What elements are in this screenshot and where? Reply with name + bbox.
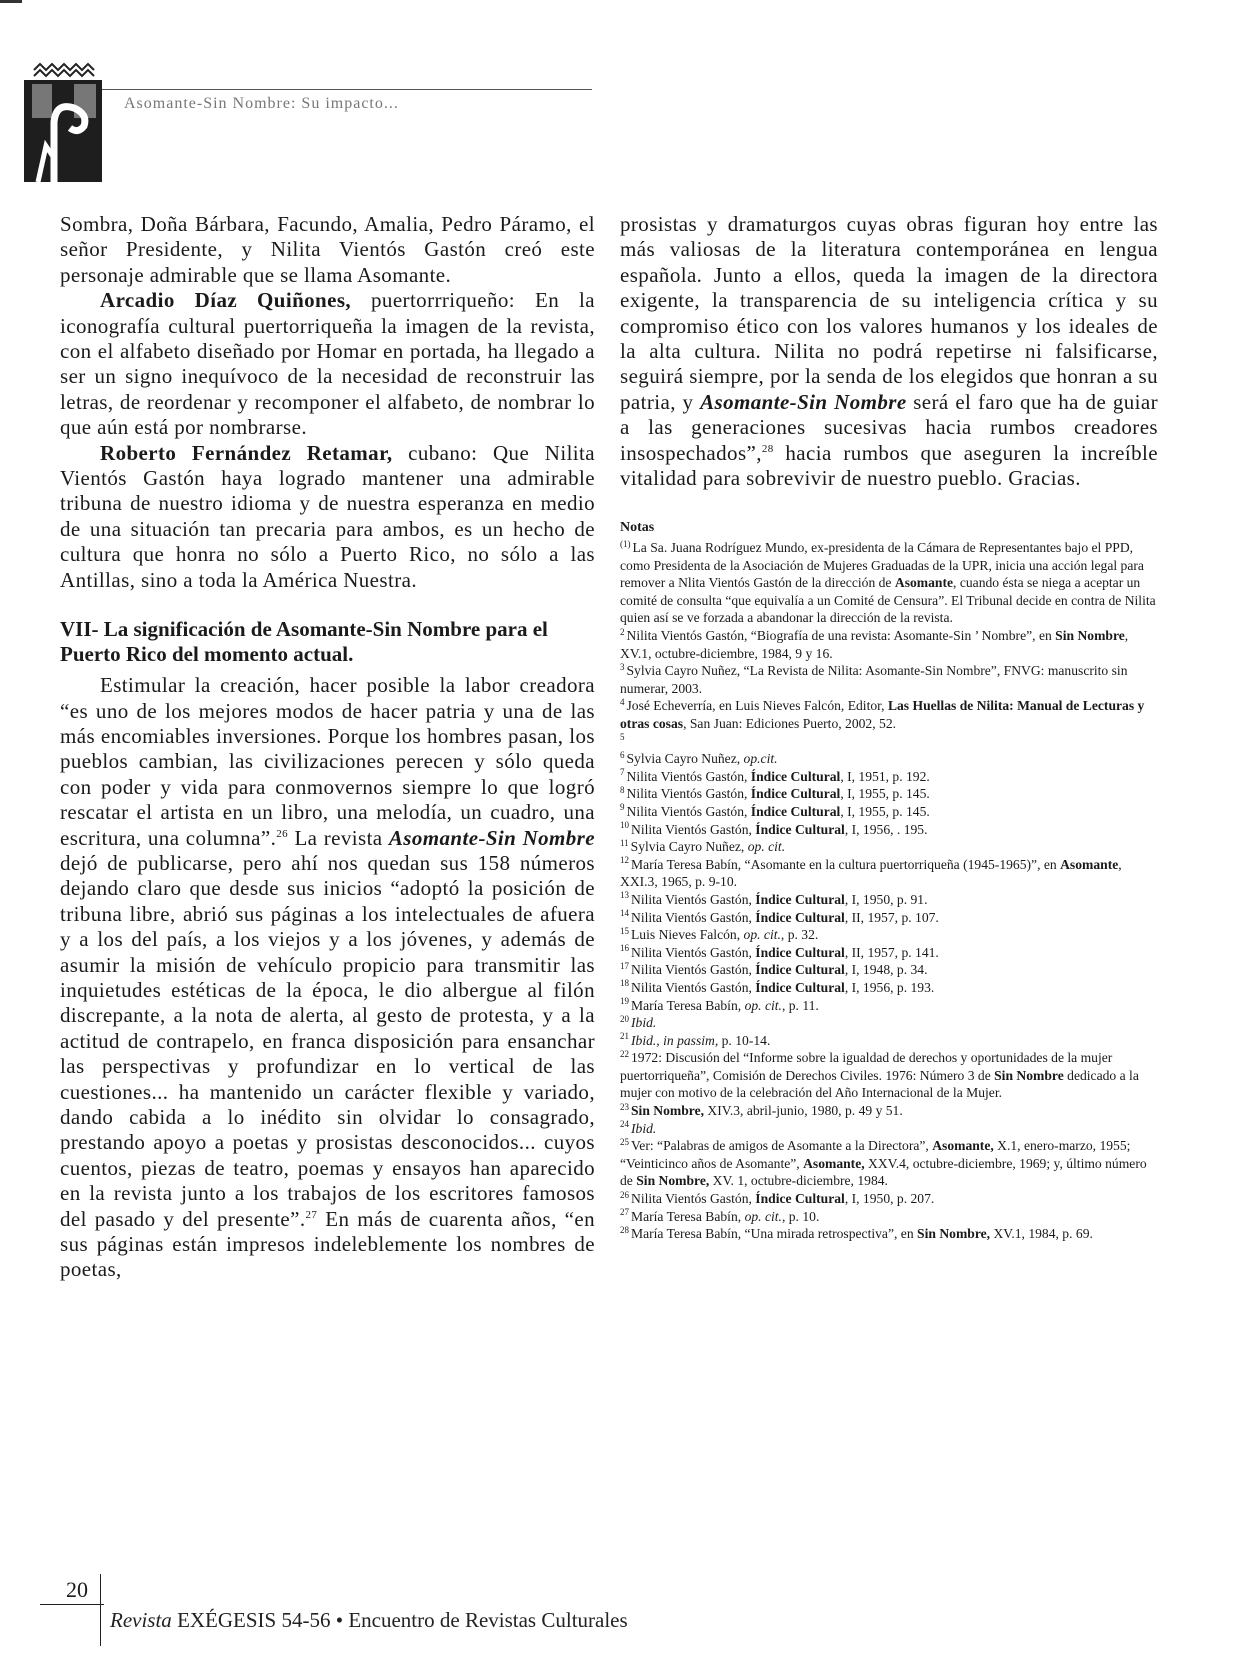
footer-rule: [40, 1604, 104, 1605]
footnote: $^6$ Sylvia Cayro Nuñez, op.cit.: [620, 749, 778, 767]
footnote: $^{14}$ Nilita Vientós Gastón, Índice Cultural, II, 1957, p. 107.: [620, 908, 939, 925]
footnote: $^{24}$ Ibid.: [620, 1119, 657, 1136]
footnote: $^{15}$ Luis Nieves Falcón, op. cit., p. 32.: [620, 925, 819, 943]
paragraph: Roberto Fernández Retamar, cubano: Que Nilita Vientós Gastón haya logrado mantener una admirable tribuna de nuestro idioma y de nuestra esperanza en medio de una situación tan precaria para ambos, es un hecho de cultura que honra no sólo a Puerto Rico, no sólo a las Antillas, sino a toda la América Nuestra.: [60, 440, 595, 592]
left-column: [60, 212, 595, 1283]
footnote: $^8$ Nilita Vientós Gastón, Índice Cultural, I, 1955, p. 145.: [620, 784, 930, 802]
footnote: $^{22}$ 1972: Discusión del “Informe sobre la igualdad de derechos y oportunidades de la mujer puertorriqueña”, Comisión de Derechos Civiles. 1976: Número 3 de Sin Nombre dedicado a la mujer con motivo de la celebración del Año Internacional de la Mujer.: [620, 1048, 1139, 1101]
footnote: $^{13}$ Nilita Vientós Gastón, Índice Cultural, I, 1950, p. 91.: [620, 890, 928, 907]
footnote: $^3$ Sylvia Cayro Nuñez, “La Revista de Nilita: Asomante-Sin Nombre”, FNVG: manuscrito sin numerar, 2003.: [620, 661, 1128, 696]
footnote: $^{18}$ Nilita Vientós Gastón, Índice Cultural, I, 1956, p. 193.: [620, 978, 935, 995]
footnote: $^{10}$ Nilita Vientós Gastón, Índice Cultural, I, 1956, . 195.: [620, 820, 928, 837]
footnote: $^{26}$ Nilita Vientós Gastón, Índice Cultural, I, 1950, p. 207.: [620, 1189, 935, 1207]
closing-text: [620, 212, 1158, 491]
journal-title: Asomante-Sin Nombre: [700, 389, 907, 414]
paragraph: prosistas y dramaturgos cuyas obras figuran hoy entre las más valiosas de la literatura contemporánea en lengua española. Junto a ellos, queda la imagen de la directora exigente, la transparencia de su inteligencia crítica y su compromiso ético con los valores humanos y los ideales de la alta cultura. Nilita no podrá repetirse ni falsificarse, seguirá siempre, por la senda de los elegidos que honran a su patria, y Asomante-Sin Nombre será el faro que ha de guiar a las generaciones sucesivas hacia rumbos creadores insospechados”,$^{28}$ hacia rumbos que aseguren la increíble vitalidad para sobrevivir de nuestro pueblo. Gracias.: [620, 212, 1158, 491]
paragraph: Sombra, Doña Bárbara, Facundo, Amalia, Pedro Páramo, el señor Presidente, y Nilita Vientós Gastón creó este personaje admirable que se llama Asomante.: [60, 212, 595, 287]
footnote: $^{28}$ María Teresa Babín, “Una mirada retrospectiva”, en Sin Nombre, XV.1, 1984, p. 69.: [620, 1224, 1093, 1242]
notes-section: [620, 519, 1158, 1242]
footnote: $^{21}$ Ibid., in passim, p. 10-14.: [620, 1031, 771, 1048]
footnote: $^{11}$ Sylvia Cayro Nuñez, op. cit.: [620, 837, 786, 855]
notes-title: Notas: [620, 520, 655, 536]
footnote: $^{20}$ Ibid.: [620, 1013, 657, 1031]
right-column: [620, 212, 1158, 1243]
footnote: $^7$ Nilita Vientós Gastón, Índice Cultural, I, 1951, p. 192.: [620, 767, 930, 784]
page-number: 20: [66, 1577, 88, 1602]
scan-mark: [0, 0, 22, 3]
footnote: $^{25}$ Ver: “Palabras de amigos de Asomante a la Directora”, Asomante, X.1, enero-marzo, 1955; “Veinticinco años de Asomante”, Asomante, XXV.4, octubre-diciembre, 1969; y, último número de Sin Nombre, XV. 1, octubre-diciembre, 1984.: [620, 1136, 1147, 1189]
running-head: Asomante-Sin Nombre: Su impacto...: [124, 95, 399, 112]
footnote: $^{27}$ María Teresa Babín, op. cit., p. 10.: [620, 1207, 820, 1224]
footnote: 5: [620, 732, 625, 743]
footnote: $^{12}$ María Teresa Babín, “Asomante en la cultura puertorriqueña (1945-1965)”, en Asomante, XXI.3, 1965, p. 9-10.: [620, 855, 1122, 890]
footnote: $^4$ José Echeverría, en Luis Nieves Falcón, Editor, Las Huellas de Nilita: Manual de Lecturas y otras cosas, San Juan: Ediciones Puerto, 2002, 52.: [620, 696, 1145, 731]
person-name: Roberto Fernández Retamar,: [100, 440, 393, 465]
journal-logo-icon: [24, 62, 102, 182]
footnote-ref: 28: [761, 442, 774, 455]
footnote: $^{16}$ Nilita Vientós Gastón, Índice Cultural, II, 1957, p. 141.: [620, 943, 939, 960]
paragraph: Arcadio Díaz Quiñones, puertorrriqueño: En la iconografía cultural puertorriqueña la imagen de la revista, con el alfabeto diseñado por Homar en portada, ha llegado a ser un signo inequívoco de la necesidad de reconstruir las letras, de reordenar y recomponer el alfabeto, de nombrar lo que aún está por nombrarse.: [60, 288, 595, 440]
footer-rule-vertical: [100, 1574, 101, 1646]
footnote: $^2$ Nilita Vientós Gastón, “Biografía de una revista: Asomante-Sin ’ Nombre”, en Sin Nombre, XV.1, octubre-diciembre, 1984, 9 y 16.: [620, 626, 1129, 661]
notes-list: [620, 539, 1158, 1243]
journal-title: Asomante-Sin Nombre: [388, 825, 595, 850]
footer-journal: Revista EXÉGESIS 54-56 • Encuentro de Revistas Culturales: [110, 1608, 628, 1632]
person-name: Arcadio Díaz Quiñones,: [100, 288, 352, 313]
footnote: $^{19}$ María Teresa Babín, op. cit., p. 11.: [620, 995, 819, 1013]
footnote-ref: 26: [276, 827, 289, 840]
section-heading: VII- La significación de Asomante-Sin Nombre para el Puerto Rico del momento actual.: [60, 617, 548, 667]
footnote: $^9$ Nilita Vientós Gastón, Índice Cultural, I, 1955, p. 145.: [620, 802, 930, 819]
header-rule: [102, 89, 592, 90]
footnote-ref: 27: [305, 1208, 318, 1221]
footnote: $^{23}$ Sin Nombre, XIV.3, abril-junio, 1980, p. 49 y 51.: [620, 1101, 903, 1119]
footnote: $^{(1)}$ La Sa. Juana Rodríguez Mundo, ex-presidenta de la Cámara de Representantes bajo el PPD, como Presidenta de la Asociación de Mujeres Graduadas de la UPR, inicia una acción legal para remover a Nlita Vientós Gastón de la dirección de Asomante, cuando ésta se niega a aceptar un comité de consulta “que equivalía a un Comité de Censura”. El Tribunal decide en contra de Nilita quien así se ve forzada a abandonar la dirección de la revista.: [620, 538, 1156, 626]
footnote: $^{17}$ Nilita Vientós Gastón, Índice Cultural, I, 1948, p. 34.: [620, 960, 928, 978]
paragraph: Estimular la creación, hacer posible la labor creadora “es uno de los mejores modos de hacer patria y una de las más encomiables inversiones. Porque los hombres pasan, los pueblos cambian, las civilizaciones perecen y sólo queda con poder y vida para conmovernos siempre lo que logró rescatar el artista en un libro, una melodía, un cuadro, una escritura, una columna”.$^{26}$ La revista Asomante-Sin Nombre dejó de publicarse, pero ahí nos quedan sus 158 números dejando claro que desde sus inicios “adoptó la posición de tribuna libre, abrió sus páginas a los intelectuales de afuera y a los del país, a los viejos y a los jóvenes, y además de asumir la misión de vehículo propicio para transmitir las inquietudes estéticas de la época, le dio albergue al filón discrepante, a la nota de alerta, al gesto de protesta, y a la actitud de contrapelo, en franca disposición para ensanchar las perspectivas y profundizar en lo vertical de las cuestiones... ha mantenido un carácter flexible y variado, dando cabida a lo inédito sin olvidar lo consagrado, prestando apoyo a poetas y prosistas desconocidos... cuyos cuentos, piezas de teatro, poemas y ensayos han aparecido en la revista junto a los trabajos de los escritores famosos del pasado y del presente”.$^{27}$ En más de cuarenta años, “en sus páginas están impresos indeleblemente los nombres de poetas,: [60, 673, 595, 1282]
